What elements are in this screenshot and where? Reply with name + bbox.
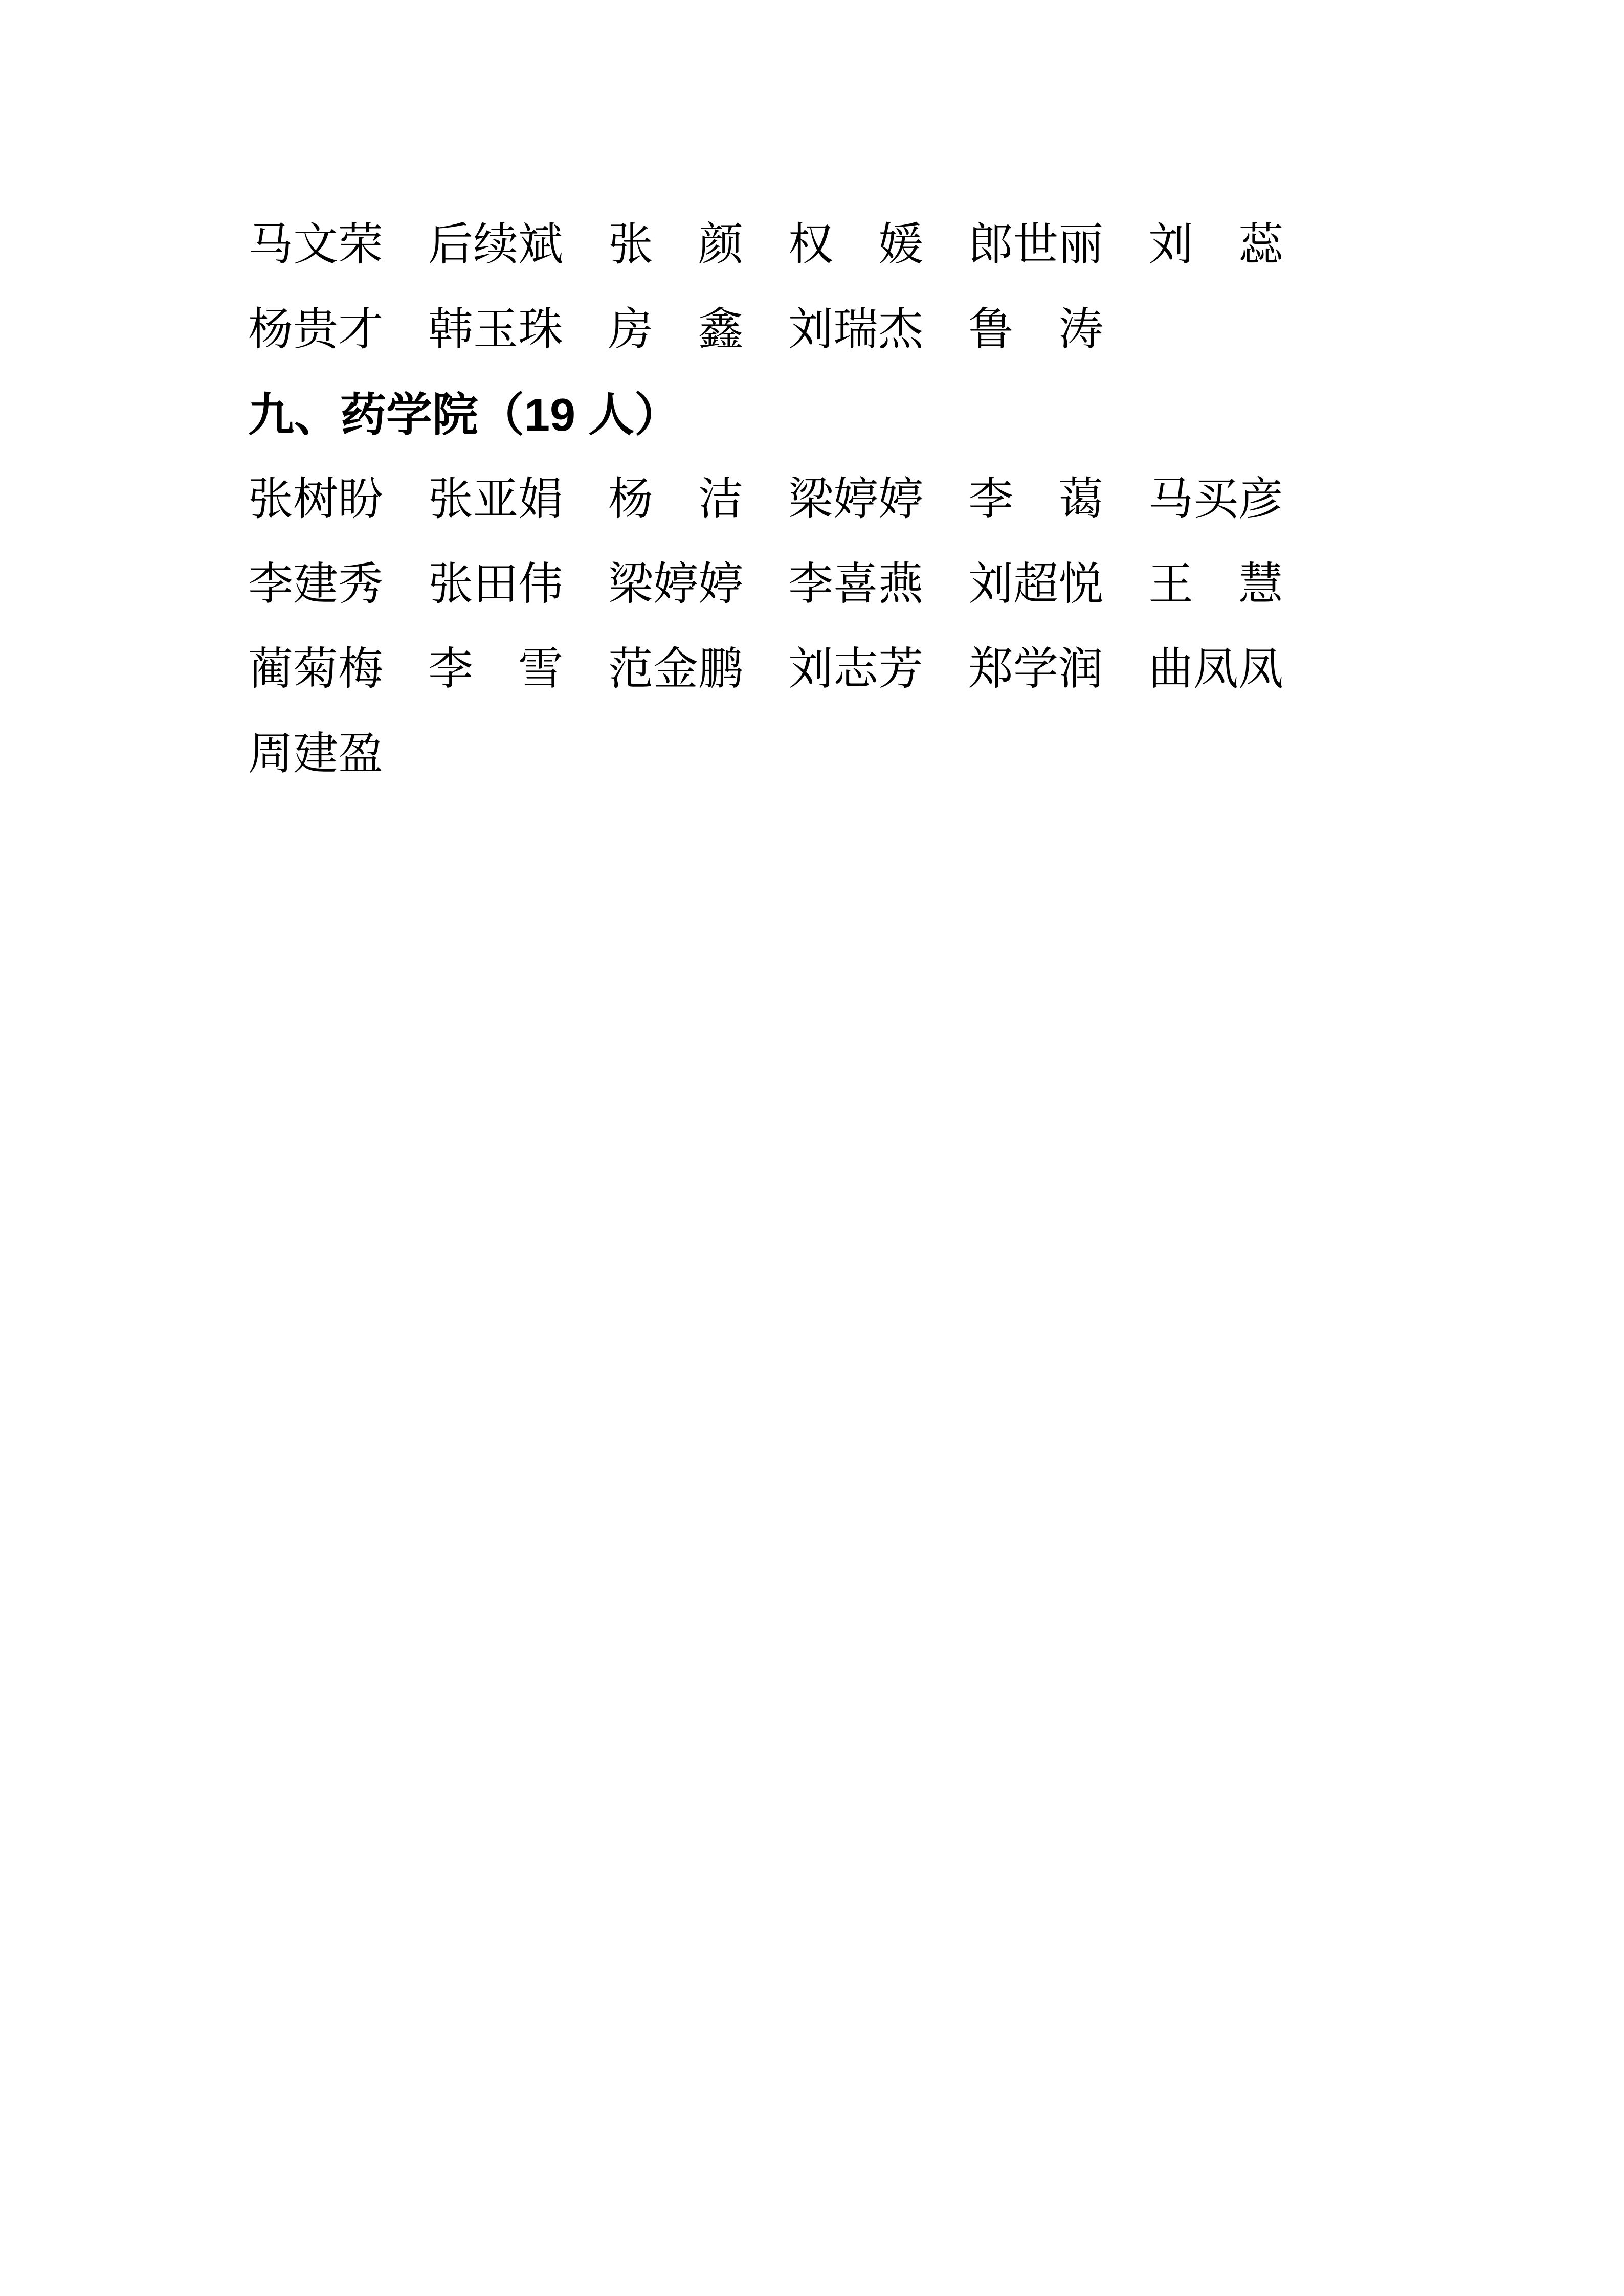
name-line-6: 周建盈 (248, 730, 384, 779)
name-list-content (248, 203, 1471, 797)
name-line-1: 马文荣 后续斌 张 颜 权 媛 郎世丽 刘 蕊 (248, 220, 1284, 270)
name-line-3: 张树盼 张亚娟 杨 洁 梁婷婷 李 蔼 马买彦 (248, 475, 1284, 525)
section-heading-pharmacy-college: 九、药学院（19 人） (248, 390, 681, 441)
name-line-4: 李建秀 张田伟 梁婷婷 李喜燕 刘超悦 王 慧 (248, 560, 1284, 610)
name-line-5: 蔺菊梅 李 雪 范金鹏 刘志芳 郑学润 曲凤凤 (248, 645, 1284, 694)
name-line-2: 杨贵才 韩玉珠 房 鑫 刘瑞杰 鲁 涛 (248, 305, 1104, 355)
